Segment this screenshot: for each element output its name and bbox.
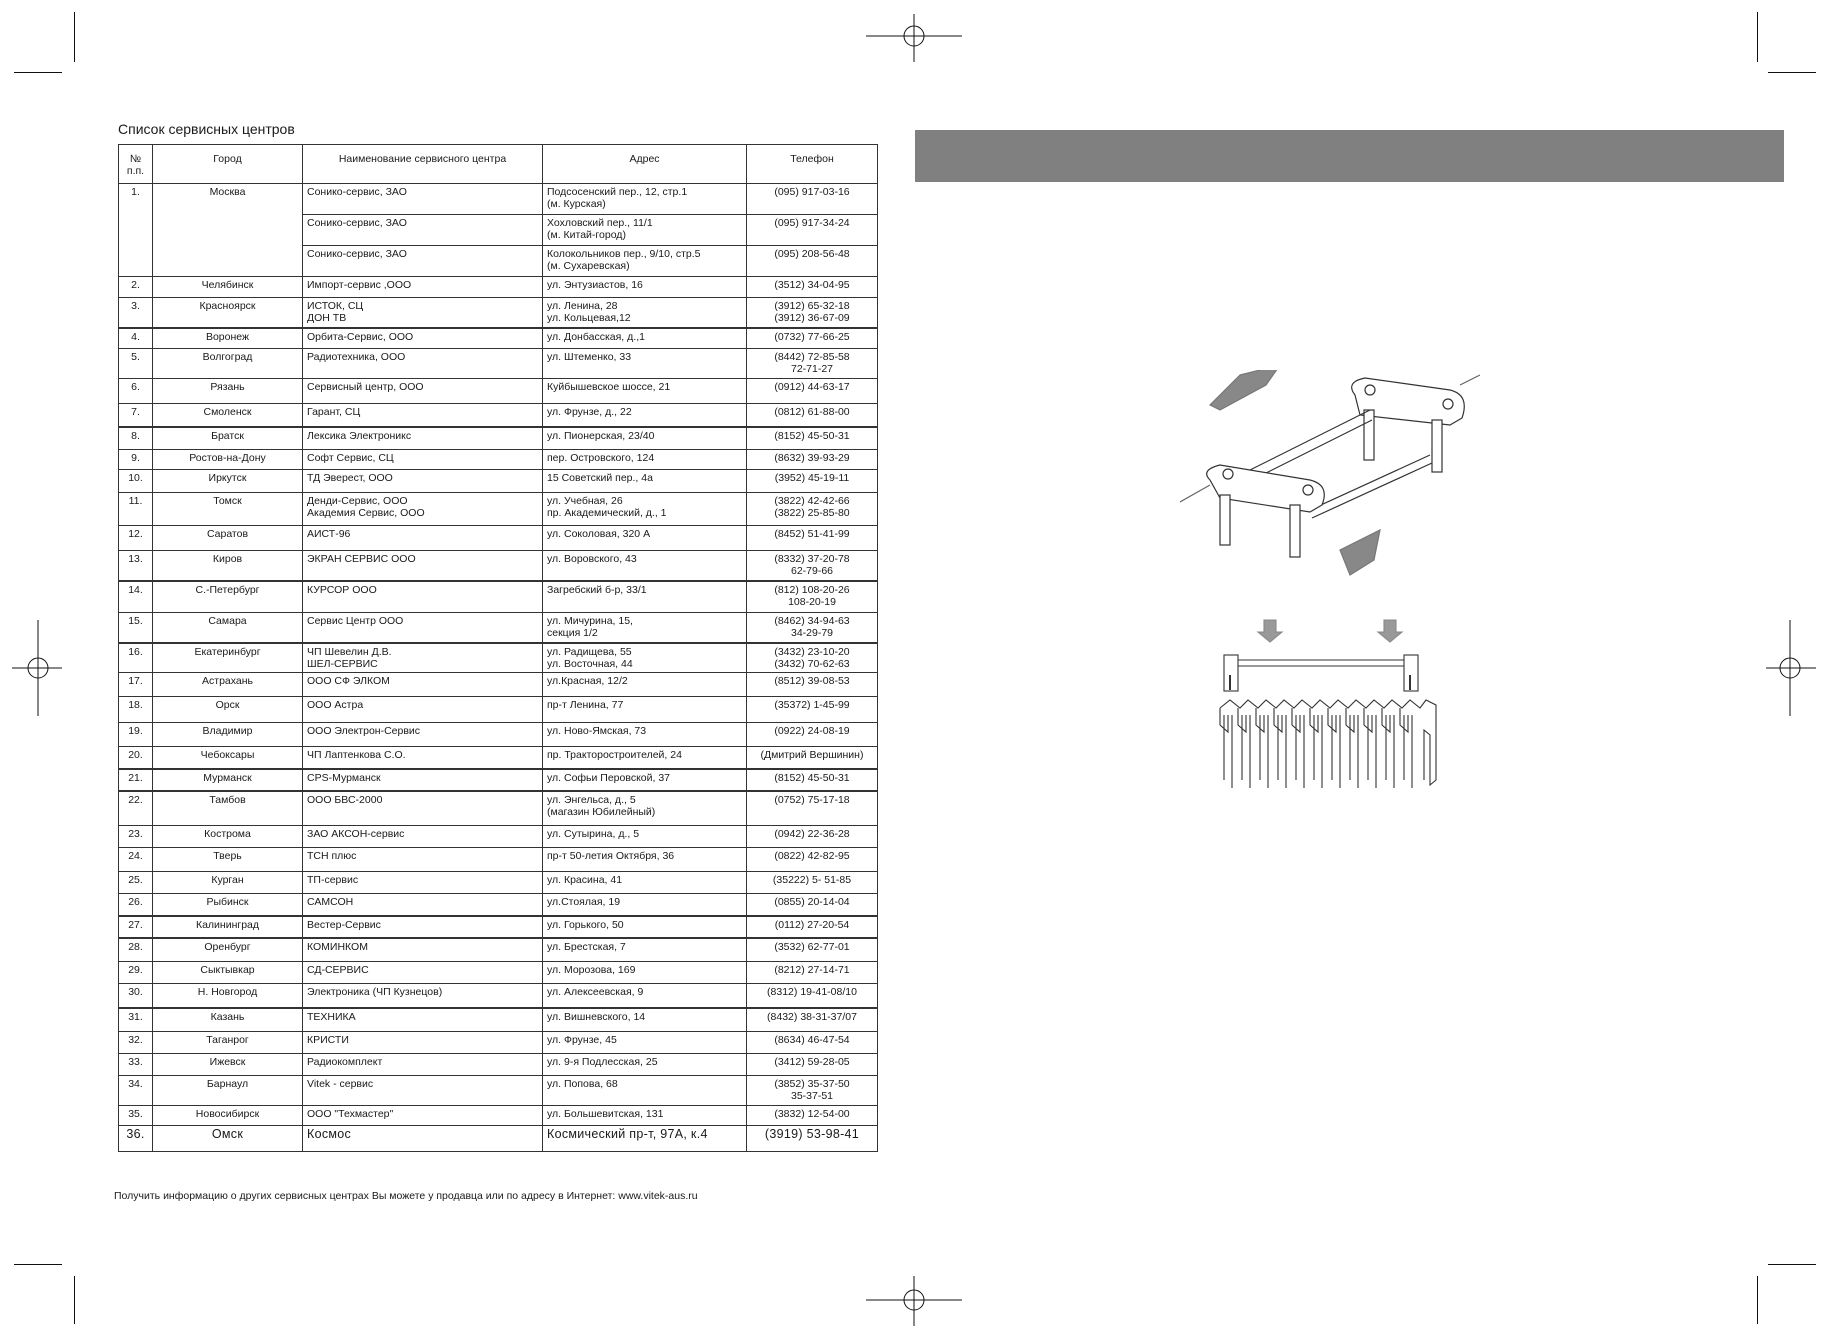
cell-address: ул. Сутырина, д., 5: [543, 826, 747, 848]
cell-phone: (Дмитрий Вершинин): [747, 747, 878, 769]
cell-phone: (812) 108-20-26 108-20-19: [747, 581, 878, 613]
assembly-diagram: [1180, 370, 1480, 575]
cell-name: ООО "Техмастер": [303, 1106, 543, 1126]
cell-city: Ижевск: [153, 1054, 303, 1076]
cell-address: ул. Пионерская, 23/40: [543, 427, 747, 450]
cell-city: Кострома: [153, 826, 303, 848]
table-row: [119, 872, 878, 894]
table-row: [119, 551, 878, 581]
cell-number: 23.: [119, 826, 153, 848]
cell-phone: (0912) 44-63-17: [747, 379, 878, 404]
cell-number: 14.: [119, 581, 153, 613]
cell-city: Чебоксары: [153, 747, 303, 769]
table-row: [119, 1008, 878, 1032]
cell-address: ул. Брестская, 7: [543, 938, 747, 962]
table-row: [119, 826, 878, 848]
cell-city: Томск: [153, 493, 303, 526]
cell-number: 22.: [119, 791, 153, 826]
cell-address: ул. Морозова, 169: [543, 962, 747, 984]
header-name: Наименование сервисного центра: [303, 145, 543, 184]
cell-name: Лексика Электроникс: [303, 427, 543, 450]
cell-city: Екатеринбург: [153, 643, 303, 673]
table-row: [119, 450, 878, 470]
cell-city: Казань: [153, 1008, 303, 1032]
cell-city: Оренбург: [153, 938, 303, 962]
cell-city: Омск: [153, 1126, 303, 1152]
cell-address: ул. Энгельса, д., 5 (магазин Юбилейный): [543, 791, 747, 826]
cell-phone: (3912) 65-32-18 (3912) 36-67-09: [747, 298, 878, 328]
cell-name: ТЕХНИКА: [303, 1008, 543, 1032]
cell-address: ул. Фрунзе, д., 22: [543, 404, 747, 427]
header-city: Город: [153, 145, 303, 184]
table-row: [119, 769, 878, 791]
crop-mark: [14, 72, 62, 73]
table-row: [119, 184, 878, 215]
cell-phone: (095) 208-56-48: [747, 246, 878, 277]
cell-number: 30.: [119, 984, 153, 1008]
cell-phone: (3832) 12-54-00: [747, 1106, 878, 1126]
cell-phone: (3432) 23-10-20 (3432) 70-62-63: [747, 643, 878, 673]
cell-number: 34.: [119, 1076, 153, 1106]
cell-city: Воронеж: [153, 328, 303, 349]
cell-number: 36.: [119, 1126, 153, 1152]
cell-address: ул. Большевитская, 131: [543, 1106, 747, 1126]
cell-name: ЧП Шевелин Д.В. ШЕЛ-СЕРВИС: [303, 643, 543, 673]
cell-phone: (0732) 77-66-25: [747, 328, 878, 349]
cell-phone: (3852) 35-37-50 35-37-51: [747, 1076, 878, 1106]
table-row: [119, 277, 878, 298]
cell-number: 10.: [119, 470, 153, 493]
cell-city: Челябинск: [153, 277, 303, 298]
cell-phone: (095) 917-03-16: [747, 184, 878, 215]
cell-address: ул. Энтузиастов, 16: [543, 277, 747, 298]
cell-name: КОМИНКОМ: [303, 938, 543, 962]
table-row: [119, 894, 878, 916]
crop-mark: [1757, 12, 1758, 62]
cell-name: ЧП Лаптенкова С.О.: [303, 747, 543, 769]
cell-name: ООО БВС-2000: [303, 791, 543, 826]
crop-mark: [1768, 72, 1816, 73]
table-row: [119, 1106, 878, 1126]
cell-number: 27.: [119, 916, 153, 938]
table-row: [119, 723, 878, 747]
header-phone: Телефон: [747, 145, 878, 184]
cell-city: Красноярск: [153, 298, 303, 328]
cell-name: Импорт-сервис ,ООО: [303, 277, 543, 298]
cell-address: Куйбышевское шоссе, 21: [543, 379, 747, 404]
arrow-down-icon: [1378, 620, 1402, 642]
cell-address: ул.Стоялая, 19: [543, 894, 747, 916]
cell-city: Владимир: [153, 723, 303, 747]
cell-city: С.-Петербург: [153, 581, 303, 613]
cell-phone: (0812) 61-88-00: [747, 404, 878, 427]
cell-number: 29.: [119, 962, 153, 984]
cell-name: Сервисный центр, ООО: [303, 379, 543, 404]
cell-city: Смоленск: [153, 404, 303, 427]
table-row: [119, 697, 878, 723]
cell-phone: (8462) 34-94-63 34-29-79: [747, 613, 878, 643]
cell-number: 11.: [119, 493, 153, 526]
cell-phone: (0112) 27-20-54: [747, 916, 878, 938]
cell-number: 1.: [119, 184, 153, 277]
cell-address: ул. Вишневского, 14: [543, 1008, 747, 1032]
cell-phone: (8212) 27-14-71: [747, 962, 878, 984]
cell-phone: (095) 917-34-24: [747, 215, 878, 246]
cell-number: 21.: [119, 769, 153, 791]
page-title: Список сервисных центров: [118, 121, 295, 137]
cell-name: КРИСТИ: [303, 1032, 543, 1054]
cell-city: Курган: [153, 872, 303, 894]
cell-name: ООО Электрон-Сервис: [303, 723, 543, 747]
table-row: [119, 673, 878, 697]
table-body: [119, 184, 878, 1152]
table-row: [119, 938, 878, 962]
crop-mark: [14, 1264, 62, 1265]
cell-phone: (8634) 46-47-54: [747, 1032, 878, 1054]
cell-city: Мурманск: [153, 769, 303, 791]
cell-address: пер. Островского, 124: [543, 450, 747, 470]
table-row: [119, 1076, 878, 1106]
table-row: [119, 1054, 878, 1076]
cell-city: Сыктывкар: [153, 962, 303, 984]
cell-phone: (35222) 5- 51-85: [747, 872, 878, 894]
cell-city: Ростов-на-Дону: [153, 450, 303, 470]
cell-number: 28.: [119, 938, 153, 962]
cell-address: ул. Горького, 50: [543, 916, 747, 938]
cell-number: 19.: [119, 723, 153, 747]
cell-phone: (0942) 22-36-28: [747, 826, 878, 848]
cell-address: ул. Донбасская, д.,1: [543, 328, 747, 349]
cell-address: Подсосенский пер., 12, стр.1 (м. Курская): [543, 184, 747, 215]
footer-note: Получить информацию о других сервисных центрах Вы можете у продавца или по адресу в Интернет: www.vitek-aus.ru: [114, 1190, 698, 1202]
cell-number: 6.: [119, 379, 153, 404]
cell-phone: (8152) 45-50-31: [747, 769, 878, 791]
cell-number: 17.: [119, 673, 153, 697]
cell-phone: (8432) 38-31-37/07: [747, 1008, 878, 1032]
cell-city: Саратов: [153, 526, 303, 551]
cell-phone: (0822) 42-82-95: [747, 848, 878, 872]
cell-number: 33.: [119, 1054, 153, 1076]
cell-number: 9.: [119, 450, 153, 470]
cell-address: ул. Ново-Ямская, 73: [543, 723, 747, 747]
cell-name: ТП-сервис: [303, 872, 543, 894]
cell-address: ул. 9-я Подлесская, 25: [543, 1054, 747, 1076]
cell-city: Братск: [153, 427, 303, 450]
cell-city: Иркутск: [153, 470, 303, 493]
cell-address: пр-т 50-летия Октября, 36: [543, 848, 747, 872]
service-centers-table: [118, 144, 878, 1152]
cell-name: Гарант, СЦ: [303, 404, 543, 427]
cell-name: ЭКРАН СЕРВИС ООО: [303, 551, 543, 581]
registration-mark-left: [12, 620, 62, 716]
cell-address: Хохловский пер., 11/1 (м. Китай-город): [543, 215, 747, 246]
table-row: [119, 298, 878, 328]
cell-name: Сонико-сервис, ЗАО: [303, 184, 543, 215]
cell-number: 16.: [119, 643, 153, 673]
registration-mark-bottom: [866, 1276, 962, 1326]
cell-number: 3.: [119, 298, 153, 328]
cell-name: Радиокомплект: [303, 1054, 543, 1076]
cell-address: пр. Тракторостроителей, 24: [543, 747, 747, 769]
crop-mark: [74, 12, 75, 62]
cell-address: ул. Штеменко, 33: [543, 349, 747, 379]
cell-name: Электроника (ЧП Кузнецов): [303, 984, 543, 1008]
cell-name: САМСОН: [303, 894, 543, 916]
registration-mark-right: [1766, 620, 1816, 716]
cell-city: Калининград: [153, 916, 303, 938]
cell-address: ул. Фрунзе, 45: [543, 1032, 747, 1054]
cell-name: CPS-Мурманск: [303, 769, 543, 791]
cell-phone: (35372) 1-45-99: [747, 697, 878, 723]
cell-name: Сонико-сервис, ЗАО: [303, 246, 543, 277]
cell-city: Таганрог: [153, 1032, 303, 1054]
cell-number: 4.: [119, 328, 153, 349]
cell-name: ООО Астра: [303, 697, 543, 723]
cell-city: Новосибирск: [153, 1106, 303, 1126]
header-bar: [915, 130, 1784, 182]
cell-name: Вестер-Сервис: [303, 916, 543, 938]
cell-city: Волгоград: [153, 349, 303, 379]
cell-phone: (8442) 72-85-58 72-71-27: [747, 349, 878, 379]
cell-city: Самара: [153, 613, 303, 643]
header-number: № п.п.: [119, 145, 153, 184]
cell-name: АИСТ-96: [303, 526, 543, 551]
arrow-right-icon: [1340, 530, 1380, 575]
cell-name: Радиотехника, ООО: [303, 349, 543, 379]
cell-phone: (8332) 37-20-78 62-79-66: [747, 551, 878, 581]
cell-name: СД-СЕРВИС: [303, 962, 543, 984]
cell-address: ул. Учебная, 26 пр. Академический, д., 1: [543, 493, 747, 526]
table-row: [119, 379, 878, 404]
cell-phone: (3412) 59-28-05: [747, 1054, 878, 1076]
table-row: [119, 493, 878, 526]
cell-phone: (0855) 20-14-04: [747, 894, 878, 916]
cell-name: ТСН плюс: [303, 848, 543, 872]
cell-address: ул. Ленина, 28 ул. Кольцевая,12: [543, 298, 747, 328]
cell-address: Космический пр-т, 97А, к.4: [543, 1126, 747, 1152]
cell-phone: (3532) 62-77-01: [747, 938, 878, 962]
cell-number: 18.: [119, 697, 153, 723]
cell-city: Рязань: [153, 379, 303, 404]
cell-city: Н. Новгород: [153, 984, 303, 1008]
cell-phone: (8512) 39-08-53: [747, 673, 878, 697]
table-row: [119, 526, 878, 551]
cell-city: Москва: [153, 184, 303, 277]
cell-address: 15 Советский пер., 4а: [543, 470, 747, 493]
cell-name: ИСТОК, СЦ ДОН ТВ: [303, 298, 543, 328]
cell-phone: (3952) 45-19-11: [747, 470, 878, 493]
cell-phone: (0752) 75-17-18: [747, 791, 878, 826]
cell-phone: (8312) 19-41-08/10: [747, 984, 878, 1008]
cell-address: ул. Мичурина, 15, секция 1/2: [543, 613, 747, 643]
cell-number: 31.: [119, 1008, 153, 1032]
table-row: [119, 328, 878, 349]
cell-number: 13.: [119, 551, 153, 581]
table-row: [119, 427, 878, 450]
cell-city: Астрахань: [153, 673, 303, 697]
table-row: [119, 984, 878, 1008]
cell-city: Рыбинск: [153, 894, 303, 916]
cell-name: ООО СФ ЭЛКОМ: [303, 673, 543, 697]
cell-number: 7.: [119, 404, 153, 427]
cell-address: ул. Алексеевская, 9: [543, 984, 747, 1008]
cell-name: Сервис Центр ООО: [303, 613, 543, 643]
header-address: Адрес: [543, 145, 747, 184]
cell-city: Тверь: [153, 848, 303, 872]
cell-number: 8.: [119, 427, 153, 450]
table-row: [119, 643, 878, 673]
cell-city: Орск: [153, 697, 303, 723]
cell-name: ТД Эверест, ООО: [303, 470, 543, 493]
table-row: [119, 470, 878, 493]
table-row: [119, 581, 878, 613]
cell-address: ул. Красина, 41: [543, 872, 747, 894]
table-row: [119, 747, 878, 769]
table-row: [119, 962, 878, 984]
table-row: [119, 404, 878, 427]
comb-attachment-illustration: [1180, 370, 1480, 800]
arrow-left-icon: [1210, 370, 1280, 410]
cell-phone: (0922) 24-08-19: [747, 723, 878, 747]
cell-number: 26.: [119, 894, 153, 916]
cell-address: Колокольников пер., 9/10, стр.5 (м. Сухаревская): [543, 246, 747, 277]
cell-phone: (3919) 53-98-41: [747, 1126, 878, 1152]
table-row: [119, 791, 878, 826]
table-row: [119, 1032, 878, 1054]
cell-phone: (3512) 34-04-95: [747, 277, 878, 298]
cell-city: Барнаул: [153, 1076, 303, 1106]
cell-name: Vitek - сервис: [303, 1076, 543, 1106]
cell-address: пр-т Ленина, 77: [543, 697, 747, 723]
cell-address: Загребский б-р, 33/1: [543, 581, 747, 613]
table-row: [119, 613, 878, 643]
cell-name: Орбита-Сервис, ООО: [303, 328, 543, 349]
cell-phone: (3822) 42-42-66 (3822) 25-85-80: [747, 493, 878, 526]
cell-number: 35.: [119, 1106, 153, 1126]
cell-address: ул. Софьи Перовской, 37: [543, 769, 747, 791]
cell-name: КУРСОР ООО: [303, 581, 543, 613]
cell-address: ул. Воровского, 43: [543, 551, 747, 581]
registration-mark-top: [866, 14, 962, 62]
cell-number: 5.: [119, 349, 153, 379]
cell-number: 12.: [119, 526, 153, 551]
cell-name: Софт Сервис, СЦ: [303, 450, 543, 470]
cell-name: Денди-Сервис, ООО Академия Сервис, ООО: [303, 493, 543, 526]
cell-number: 2.: [119, 277, 153, 298]
cell-phone: (8152) 45-50-31: [747, 427, 878, 450]
cell-phone: (8632) 39-93-29: [747, 450, 878, 470]
table-row: [119, 349, 878, 379]
cell-phone: (8452) 51-41-99: [747, 526, 878, 551]
arrow-down-icon: [1258, 620, 1282, 642]
cell-number: 20.: [119, 747, 153, 769]
table-row: [119, 916, 878, 938]
cell-number: 24.: [119, 848, 153, 872]
table-header-row: [119, 145, 878, 184]
cell-name: Сонико-сервис, ЗАО: [303, 215, 543, 246]
cell-address: ул. Соколовая, 320 А: [543, 526, 747, 551]
table-row: [119, 1126, 878, 1152]
cell-address: ул. Радищева, 55 ул. Восточная, 44: [543, 643, 747, 673]
cell-name: ЗАО АКСОН-сервис: [303, 826, 543, 848]
cell-address: ул.Красная, 12/2: [543, 673, 747, 697]
crop-mark: [1768, 1264, 1816, 1265]
cell-city: Киров: [153, 551, 303, 581]
cell-number: 25.: [119, 872, 153, 894]
cell-address: ул. Попова, 68: [543, 1076, 747, 1106]
cell-city: Тамбов: [153, 791, 303, 826]
crop-mark: [74, 1276, 75, 1324]
table-row: [119, 848, 878, 872]
comb-diagram: [1220, 620, 1436, 788]
cell-number: 15.: [119, 613, 153, 643]
cell-number: 32.: [119, 1032, 153, 1054]
crop-mark: [1757, 1276, 1758, 1324]
cell-name: Космос: [303, 1126, 543, 1152]
